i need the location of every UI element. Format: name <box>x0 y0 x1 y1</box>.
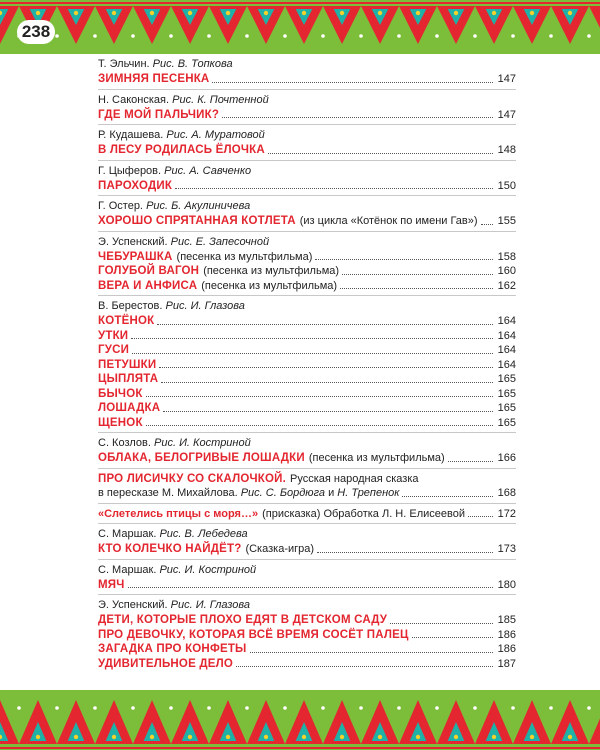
ornament-dot <box>321 706 325 710</box>
toc-group <box>98 125 516 161</box>
toc-group <box>98 296 516 433</box>
toc-group <box>98 232 516 297</box>
toc-entry[interactable] <box>98 613 516 628</box>
toc-group <box>98 433 516 469</box>
ornament-dot <box>492 11 496 15</box>
dot-leader <box>390 623 493 624</box>
toc-entry[interactable] <box>98 343 516 358</box>
entry-title: ЗИМНЯЯ ПЕСЕНКА <box>98 73 210 85</box>
dot-leader <box>212 82 493 83</box>
author-line <box>98 235 516 250</box>
toc-entry[interactable] <box>98 387 516 402</box>
entry-page: 147 <box>497 108 516 121</box>
entry-title: ОБЛАКА, БЕЛОГРИВЫЕ ЛОШАДКИ <box>98 452 305 464</box>
ornament-dot <box>55 34 59 38</box>
ornament-dot <box>131 34 135 38</box>
ornament-dot <box>302 11 306 15</box>
entry-page: 180 <box>497 578 516 591</box>
entry-title: МЯЧ <box>98 578 125 591</box>
bottom-ornament-border <box>0 690 600 750</box>
ornament-dot <box>112 735 116 739</box>
ornament-dot <box>226 735 230 739</box>
illustrator-name: Рис. И. Глазова <box>165 300 245 312</box>
ornament-dot <box>93 34 97 38</box>
author-line <box>98 563 516 578</box>
ornament-dot <box>340 11 344 15</box>
author-name: Г. Остер. <box>98 200 143 212</box>
ornament-dot <box>435 34 439 38</box>
ornament-dot <box>36 11 40 15</box>
author-name: Р. Кудашева. <box>98 129 164 141</box>
entry-page: 148 <box>497 144 516 156</box>
entry-title: ПРО ЛИСИЧКУ СО СКАЛОЧКОЙ. <box>98 472 287 485</box>
ornament-dot <box>112 11 116 15</box>
ornament-dot <box>454 11 458 15</box>
illustrator-name: Рис. И. Костриной <box>154 437 251 449</box>
author-line <box>98 93 516 108</box>
credit-illustrator: Рис. С. Бордюга <box>240 487 325 499</box>
author-line <box>98 598 516 613</box>
credit-and: и <box>328 487 335 499</box>
entry-note: Русская народная сказка <box>290 472 419 485</box>
dot-leader <box>317 552 493 553</box>
illustrator-name: Рис. К. Почтенной <box>172 93 269 106</box>
ornament-dot <box>530 11 534 15</box>
ornament-dot <box>473 34 477 38</box>
ornament-dot <box>378 735 382 739</box>
ornament-dot <box>188 11 192 15</box>
toc-group <box>98 595 516 673</box>
ornament-dot <box>283 706 287 710</box>
entry-page: 165 <box>497 416 516 429</box>
author-line <box>98 164 516 179</box>
toc-entry[interactable] <box>98 179 516 194</box>
dot-leader <box>412 637 493 638</box>
entry-page: 155 <box>497 215 516 227</box>
dot-leader <box>131 338 493 339</box>
entry-title: КТО КОЛЕЧКО НАЙДЁТ? <box>98 543 242 555</box>
entry-title: «Слетелись птицы с моря…» <box>98 507 259 520</box>
toc-entry[interactable] <box>98 416 516 431</box>
author-line <box>98 527 516 542</box>
entry-page: 187 <box>497 657 516 670</box>
toc-entry[interactable] <box>98 542 516 557</box>
ornament-dot <box>302 735 306 739</box>
entry-title: ЛОШАДКА <box>98 402 161 414</box>
entry-title: ГОЛУБОЙ ВАГОН <box>98 265 200 277</box>
entry-page: 150 <box>497 179 516 192</box>
ornament-dot <box>17 706 21 710</box>
toc-entry[interactable] <box>98 143 516 158</box>
ornament-dot <box>378 11 382 15</box>
top-ornament-border <box>0 0 600 54</box>
toc-group <box>98 560 516 596</box>
toc-entry[interactable] <box>98 72 516 87</box>
entry-note: (песенка из мультфильма) <box>176 250 313 263</box>
entry-title: БЫЧОК <box>98 387 143 400</box>
toc-entry[interactable] <box>98 372 516 387</box>
toc-entry[interactable] <box>98 358 516 373</box>
ornament-dot <box>74 11 78 15</box>
entry-title: ЩЕНОК <box>98 416 143 429</box>
ornament-dot <box>245 34 249 38</box>
entry-title: ПРО ДЕВОЧКУ, КОТОРАЯ ВСЁ ВРЕМЯ СОСЁТ ПАЛЕЦ <box>98 628 409 641</box>
entry-page: 186 <box>497 628 516 641</box>
credit-illustrator-2: Н. Трепенок <box>337 487 400 499</box>
ornament-dot <box>397 34 401 38</box>
dot-leader <box>340 288 493 289</box>
ornament-dot <box>568 735 572 739</box>
ornament-dot <box>549 706 553 710</box>
author-name: С. Маршак. <box>98 563 157 576</box>
entry-page: 164 <box>497 358 516 371</box>
ornament-dot <box>587 34 591 38</box>
toc-group <box>98 504 516 525</box>
toc-entry[interactable] <box>98 401 516 416</box>
entry-title: ГДЕ МОЙ ПАЛЬЧИК? <box>98 108 220 121</box>
toc-entry[interactable] <box>98 507 516 522</box>
illustrator-name: Рис. Е. Запесочной <box>170 235 270 248</box>
ornament-dot <box>207 706 211 710</box>
triangle-ornament-bottom <box>0 690 600 750</box>
dot-leader <box>146 425 493 426</box>
dot-leader <box>402 496 493 497</box>
author-line <box>98 299 516 314</box>
entry-title: ДЕТИ, КОТОРЫЕ ПЛОХО ЕДЯТ В ДЕТСКОМ САДУ <box>98 614 388 626</box>
ornament-dot <box>264 11 268 15</box>
entry-page: 165 <box>497 373 516 385</box>
toc-entry[interactable] <box>98 628 516 643</box>
ornament-dot <box>207 34 211 38</box>
ornament-dot <box>321 34 325 38</box>
toc-group <box>98 161 516 197</box>
ornament-dot <box>188 735 192 739</box>
ornament-dot <box>454 735 458 739</box>
ornament-dot <box>93 706 97 710</box>
author-name: Н. Саконская. <box>98 93 170 106</box>
author-name: С. Маршак. <box>98 528 157 540</box>
entry-title: ЗАГАДКА ПРО КОНФЕТЫ <box>98 643 247 655</box>
toc-group <box>98 524 516 560</box>
toc-entry[interactable] <box>98 264 516 279</box>
toc-entry[interactable] <box>98 642 516 657</box>
entry-title: ГУСИ <box>98 344 130 356</box>
author-name: Э. Успенский. <box>98 599 168 611</box>
ornament-dot <box>55 706 59 710</box>
ornament-dot <box>511 34 515 38</box>
dot-leader <box>315 259 493 260</box>
ornament-dot <box>549 34 553 38</box>
ornament-dot <box>587 706 591 710</box>
illustrator-name: Рис. И. Глазова <box>170 599 250 611</box>
entry-credit <box>98 486 399 501</box>
ornament-dot <box>416 11 420 15</box>
credit-text: в пересказе М. Михайлова. <box>98 487 238 499</box>
entry-page: 162 <box>497 279 516 292</box>
ornament-dot <box>511 706 515 710</box>
illustrator-name: Рис. Б. Акулиничева <box>146 200 251 212</box>
author-line <box>98 436 516 451</box>
ornament-dot <box>340 735 344 739</box>
toc-group <box>98 469 516 504</box>
entry-page: 172 <box>497 507 516 520</box>
ornament-dot <box>359 706 363 710</box>
toc-entry[interactable] <box>98 108 516 123</box>
toc-group <box>98 196 516 232</box>
page-number: 238 <box>17 20 55 44</box>
entry-title: ПАРОХОДИК <box>98 179 173 192</box>
entry-page: 164 <box>497 344 516 356</box>
toc-entry[interactable] <box>98 578 516 593</box>
entry-title: ПЕТУШКИ <box>98 358 157 371</box>
entry-note: (присказка) Обработка Л. Н. Елисеевой <box>262 507 465 520</box>
ornament-dot <box>36 735 40 739</box>
entry-page: 158 <box>497 250 516 263</box>
entry-title: ЦЫПЛЯТА <box>98 373 159 385</box>
entry-page: 164 <box>497 329 516 342</box>
entry-note: (песенка из мультфильма) <box>203 265 340 277</box>
dot-leader <box>159 367 493 368</box>
dot-leader <box>132 353 493 354</box>
ornament-dot <box>530 735 534 739</box>
entry-page: 168 <box>497 487 516 499</box>
entry-title: КОТЁНОК <box>98 315 155 327</box>
toc-entry[interactable] <box>98 451 516 466</box>
toc-entry[interactable] <box>98 279 516 294</box>
ornament-dot <box>245 706 249 710</box>
ornament-dot <box>492 735 496 739</box>
ornament-stripe <box>0 2 600 4</box>
dot-leader <box>222 117 493 118</box>
author-name: В. Берестов. <box>98 300 163 312</box>
ornament-stripe <box>0 747 600 749</box>
entry-page: 160 <box>497 265 516 277</box>
entry-note: (из цикла «Котёнок по имени Гав») <box>299 215 478 227</box>
entry-page: 186 <box>497 643 516 655</box>
entry-page: 173 <box>497 543 516 555</box>
entry-title: УДИВИТЕЛЬНОЕ ДЕЛО <box>98 657 234 670</box>
ornament-dot <box>169 34 173 38</box>
author-line <box>98 57 516 72</box>
toc-entry[interactable] <box>98 314 516 329</box>
entry-note: (песенка из мультфильма) <box>201 279 338 292</box>
dot-leader <box>250 652 493 653</box>
triangle-ornament-top <box>0 0 600 54</box>
illustrator-name: Рис. И. Костриной <box>159 563 257 576</box>
ornament-dot <box>150 11 154 15</box>
entry-title: ХОРОШО СПРЯТАННАЯ КОТЛЕТА <box>98 215 296 227</box>
ornament-dot <box>131 706 135 710</box>
dot-leader <box>146 396 493 397</box>
dot-leader <box>175 188 493 189</box>
ornament-dot <box>226 11 230 15</box>
entry-note: (песенка из мультфильма) <box>308 452 445 464</box>
author-name: Э. Успенский. <box>98 235 168 248</box>
author-name: Г. Цыферов. <box>98 164 162 177</box>
table-of-contents <box>98 54 516 673</box>
illustrator-name: Рис. В. Лебедева <box>159 528 248 540</box>
ornament-dot <box>568 11 572 15</box>
author-name: Т. Эльчин. <box>98 58 150 70</box>
dot-leader <box>128 587 493 588</box>
entry-title: В ЛЕСУ РОДИЛАСЬ ЁЛОЧКА <box>98 144 265 156</box>
dot-leader <box>268 153 493 154</box>
ornament-dot <box>416 735 420 739</box>
ornament-dot <box>435 706 439 710</box>
dot-leader <box>342 274 493 275</box>
toc-group <box>98 90 516 126</box>
entry-page: 165 <box>497 402 516 414</box>
dot-leader <box>448 461 493 462</box>
dot-leader <box>161 382 493 383</box>
dot-leader <box>468 516 493 517</box>
toc-entry[interactable] <box>98 214 516 229</box>
entry-page: 185 <box>497 614 516 626</box>
toc-entry-continuation <box>98 486 516 501</box>
author-line <box>98 199 516 214</box>
entry-page: 164 <box>497 315 516 327</box>
dot-leader <box>163 411 493 412</box>
ornament-dot <box>359 34 363 38</box>
entry-page: 147 <box>497 73 516 85</box>
entry-note: (Сказка-игра) <box>245 543 315 555</box>
illustrator-name: Рис. А. Савченко <box>164 164 252 177</box>
ornament-dot <box>169 706 173 710</box>
entry-page: 165 <box>497 387 516 400</box>
toc-entry[interactable] <box>98 329 516 344</box>
entry-page: 166 <box>497 452 516 464</box>
dot-leader <box>481 224 493 225</box>
toc-entry[interactable] <box>98 472 516 487</box>
ornament-dot <box>473 706 477 710</box>
dot-leader <box>157 324 493 325</box>
toc-entry[interactable] <box>98 250 516 265</box>
ornament-dot <box>264 735 268 739</box>
toc-group <box>98 54 516 90</box>
entry-title: ЧЕБУРАШКА <box>98 250 173 263</box>
author-line <box>98 128 516 143</box>
entry-title: ВЕРА И АНФИСА <box>98 279 198 292</box>
entry-title: УТКИ <box>98 329 129 342</box>
illustrator-name: Рис. В. Топкова <box>152 58 233 70</box>
ornament-dot <box>150 735 154 739</box>
toc-entry[interactable] <box>98 657 516 672</box>
ornament-dot <box>283 34 287 38</box>
author-name: С. Козлов. <box>98 437 151 449</box>
illustrator-name: Рис. А. Муратовой <box>166 129 265 141</box>
dot-leader <box>236 666 493 667</box>
ornament-dot <box>74 735 78 739</box>
ornament-dot <box>397 706 401 710</box>
